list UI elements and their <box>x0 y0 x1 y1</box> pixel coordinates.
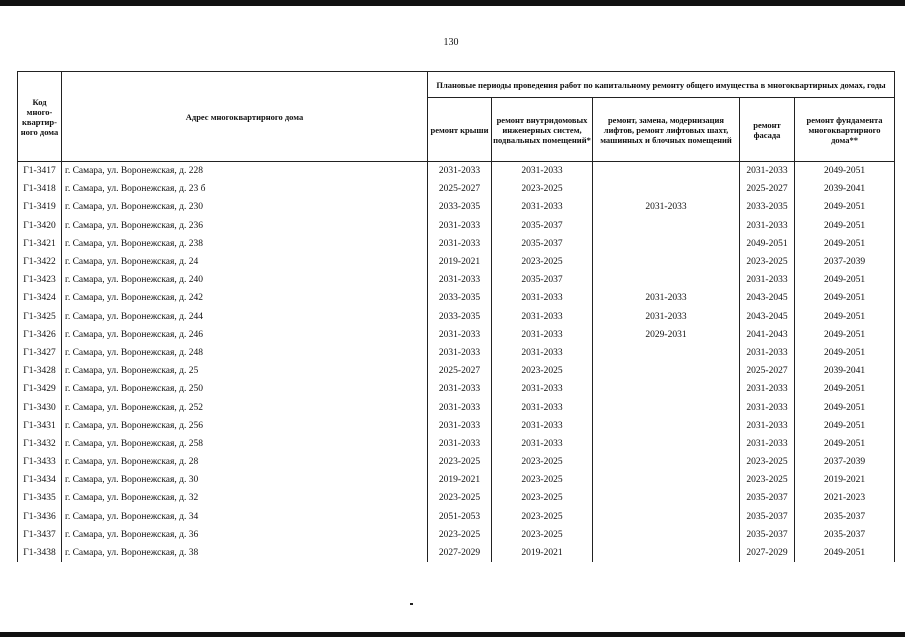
cell-elevator <box>593 380 740 398</box>
cell-address: г. Самара, ул. Воронежская, д. 32 <box>62 489 428 507</box>
cell-facade: 2049-2051 <box>740 235 795 253</box>
cell-elevator: 2031-2033 <box>593 198 740 216</box>
cell-internal-systems: 2023-2025 <box>492 453 593 471</box>
cell-roof: 2031-2033 <box>428 417 492 435</box>
table-row <box>18 453 895 471</box>
cell-facade: 2031-2033 <box>740 217 795 235</box>
cell-foundation: 2049-2051 <box>795 344 895 362</box>
table-row <box>18 180 895 198</box>
cell-roof: 2031-2033 <box>428 398 492 416</box>
table-row <box>18 362 895 380</box>
table-row <box>18 344 895 362</box>
cell-facade: 2023-2025 <box>740 471 795 489</box>
cell-foundation: 2049-2051 <box>795 217 895 235</box>
header-elevator: ремонт, замена, модернизация лифтов, ремонт лифтовых шахт, машинных и блочных помещений <box>593 98 740 162</box>
cell-address: г. Самара, ул. Воронежская, д. 30 <box>62 471 428 489</box>
cell-code: Г1-3420 <box>18 217 62 235</box>
cell-elevator <box>593 544 740 562</box>
header-periods-group: Плановые периоды проведения работ по капитальному ремонту общего имущества в многоквартирных домах, годы <box>428 72 895 98</box>
cell-elevator <box>593 271 740 289</box>
cell-facade: 2031-2033 <box>740 271 795 289</box>
cell-internal-systems: 2031-2033 <box>492 198 593 216</box>
cell-code: Г1-3436 <box>18 508 62 526</box>
cell-roof: 2023-2025 <box>428 526 492 544</box>
cell-roof: 2031-2033 <box>428 435 492 453</box>
cell-address: г. Самара, ул. Воронежская, д. 256 <box>62 417 428 435</box>
table-row <box>18 308 895 326</box>
cell-facade: 2035-2037 <box>740 489 795 507</box>
cell-address: г. Самара, ул. Воронежская, д. 248 <box>62 344 428 362</box>
cell-internal-systems: 2031-2033 <box>492 308 593 326</box>
cell-address: г. Самара, ул. Воронежская, д. 24 <box>62 253 428 271</box>
table-row <box>18 398 895 416</box>
cell-foundation: 2049-2051 <box>795 271 895 289</box>
cell-code: Г1-3426 <box>18 326 62 344</box>
cell-roof: 2023-2025 <box>428 453 492 471</box>
table-row <box>18 417 895 435</box>
cell-elevator <box>593 162 740 181</box>
cell-foundation: 2039-2041 <box>795 362 895 380</box>
cell-internal-systems: 2031-2033 <box>492 344 593 362</box>
cell-facade: 2031-2033 <box>740 398 795 416</box>
cell-code: Г1-3437 <box>18 526 62 544</box>
cell-facade: 2043-2045 <box>740 289 795 307</box>
cell-foundation: 2049-2051 <box>795 380 895 398</box>
cell-roof: 2051-2053 <box>428 508 492 526</box>
cell-roof: 2027-2029 <box>428 544 492 562</box>
bottom-border <box>0 632 905 637</box>
cell-code: Г1-3430 <box>18 398 62 416</box>
cell-facade: 2031-2033 <box>740 435 795 453</box>
cell-roof: 2019-2021 <box>428 471 492 489</box>
cell-internal-systems: 2035-2037 <box>492 235 593 253</box>
cell-elevator <box>593 435 740 453</box>
cell-address: г. Самара, ул. Воронежская, д. 25 <box>62 362 428 380</box>
cell-internal-systems: 2031-2033 <box>492 162 593 181</box>
cell-code: Г1-3431 <box>18 417 62 435</box>
cell-address: г. Самара, ул. Воронежская, д. 230 <box>62 198 428 216</box>
cell-roof: 2025-2027 <box>428 180 492 198</box>
table-row <box>18 198 895 216</box>
cell-internal-systems: 2035-2037 <box>492 271 593 289</box>
cell-code: Г1-3419 <box>18 198 62 216</box>
cell-internal-systems: 2023-2025 <box>492 471 593 489</box>
cell-foundation: 2019-2021 <box>795 471 895 489</box>
cell-internal-systems: 2031-2033 <box>492 398 593 416</box>
cell-facade: 2035-2037 <box>740 508 795 526</box>
cell-roof: 2033-2035 <box>428 198 492 216</box>
header-internal-systems: ремонт внутридомовых инженерных систем, подвальных помещений* <box>492 98 593 162</box>
cell-foundation: 2049-2051 <box>795 417 895 435</box>
cell-address: г. Самара, ул. Воронежская, д. 258 <box>62 435 428 453</box>
cell-internal-systems: 2023-2025 <box>492 508 593 526</box>
cell-address: г. Самара, ул. Воронежская, д. 250 <box>62 380 428 398</box>
table-row <box>18 271 895 289</box>
cell-foundation: 2035-2037 <box>795 526 895 544</box>
header-address: Адрес многоквартирного дома <box>62 72 428 162</box>
table-row <box>18 544 895 562</box>
cell-roof: 2031-2033 <box>428 326 492 344</box>
cell-facade: 2033-2035 <box>740 198 795 216</box>
cell-elevator <box>593 180 740 198</box>
header-code: Код много-квартир-ного дома <box>18 72 62 162</box>
cell-facade: 2031-2033 <box>740 344 795 362</box>
table-row <box>18 526 895 544</box>
cell-code: Г1-3423 <box>18 271 62 289</box>
scan-dot <box>410 603 413 605</box>
cell-roof: 2031-2033 <box>428 271 492 289</box>
cell-address: г. Самара, ул. Воронежская, д. 36 <box>62 526 428 544</box>
cell-elevator: 2031-2033 <box>593 289 740 307</box>
table-row <box>18 217 895 235</box>
cell-facade: 2025-2027 <box>740 180 795 198</box>
cell-facade: 2025-2027 <box>740 362 795 380</box>
cell-foundation: 2037-2039 <box>795 453 895 471</box>
cell-internal-systems: 2031-2033 <box>492 289 593 307</box>
cell-foundation: 2049-2051 <box>795 162 895 181</box>
cell-foundation: 2035-2037 <box>795 508 895 526</box>
cell-internal-systems: 2023-2025 <box>492 362 593 380</box>
cell-internal-systems: 2023-2025 <box>492 526 593 544</box>
cell-address: г. Самара, ул. Воронежская, д. 238 <box>62 235 428 253</box>
cell-roof: 2033-2035 <box>428 289 492 307</box>
cell-internal-systems: 2023-2025 <box>492 489 593 507</box>
cell-roof: 2031-2033 <box>428 235 492 253</box>
cell-address: г. Самара, ул. Воронежская, д. 252 <box>62 398 428 416</box>
cell-code: Г1-3427 <box>18 344 62 362</box>
cell-roof: 2025-2027 <box>428 362 492 380</box>
cell-roof: 2033-2035 <box>428 308 492 326</box>
cell-address: г. Самара, ул. Воронежская, д. 34 <box>62 508 428 526</box>
cell-elevator: 2029-2031 <box>593 326 740 344</box>
cell-code: Г1-3429 <box>18 380 62 398</box>
table-row <box>18 435 895 453</box>
cell-code: Г1-3433 <box>18 453 62 471</box>
cell-elevator <box>593 362 740 380</box>
cell-internal-systems: 2023-2025 <box>492 253 593 271</box>
table-row <box>18 489 895 507</box>
cell-foundation: 2049-2051 <box>795 398 895 416</box>
cell-elevator <box>593 526 740 544</box>
cell-foundation: 2049-2051 <box>795 289 895 307</box>
cell-address: г. Самара, ул. Воронежская, д. 246 <box>62 326 428 344</box>
table-body <box>18 162 895 563</box>
cell-elevator <box>593 344 740 362</box>
cell-roof: 2023-2025 <box>428 489 492 507</box>
cell-elevator <box>593 398 740 416</box>
cell-facade: 2035-2037 <box>740 526 795 544</box>
cell-code: Г1-3421 <box>18 235 62 253</box>
cell-internal-systems: 2031-2033 <box>492 417 593 435</box>
cell-internal-systems: 2031-2033 <box>492 435 593 453</box>
cell-foundation: 2049-2051 <box>795 544 895 562</box>
cell-address: г. Самара, ул. Воронежская, д. 244 <box>62 308 428 326</box>
cell-code: Г1-3432 <box>18 435 62 453</box>
table-row <box>18 289 895 307</box>
cell-facade: 2031-2033 <box>740 162 795 181</box>
cell-address: г. Самара, ул. Воронежская, д. 242 <box>62 289 428 307</box>
table-row <box>18 508 895 526</box>
cell-code: Г1-3428 <box>18 362 62 380</box>
cell-code: Г1-3434 <box>18 471 62 489</box>
cell-facade: 2041-2043 <box>740 326 795 344</box>
document-table-wrapper <box>17 71 894 562</box>
table-row <box>18 326 895 344</box>
cell-roof: 2031-2033 <box>428 380 492 398</box>
table-row <box>18 235 895 253</box>
cell-internal-systems: 2023-2025 <box>492 180 593 198</box>
cell-address: г. Самара, ул. Воронежская, д. 228 <box>62 162 428 181</box>
cell-address: г. Самара, ул. Воронежская, д. 28 <box>62 453 428 471</box>
cell-facade: 2031-2033 <box>740 417 795 435</box>
cell-foundation: 2021-2023 <box>795 489 895 507</box>
cell-code: Г1-3424 <box>18 289 62 307</box>
cell-code: Г1-3435 <box>18 489 62 507</box>
page-number: 130 <box>443 37 459 48</box>
cell-code: Г1-3418 <box>18 180 62 198</box>
cell-roof: 2019-2021 <box>428 253 492 271</box>
cell-elevator <box>593 508 740 526</box>
cell-elevator <box>593 217 740 235</box>
cell-roof: 2031-2033 <box>428 344 492 362</box>
cell-foundation: 2049-2051 <box>795 308 895 326</box>
cell-internal-systems: 2035-2037 <box>492 217 593 235</box>
cell-elevator <box>593 471 740 489</box>
cell-elevator <box>593 253 740 271</box>
cell-code: Г1-3422 <box>18 253 62 271</box>
cell-foundation: 2049-2051 <box>795 235 895 253</box>
cell-code: Г1-3417 <box>18 162 62 181</box>
cell-facade: 2043-2045 <box>740 308 795 326</box>
cell-internal-systems: 2019-2021 <box>492 544 593 562</box>
cell-address: г. Самара, ул. Воронежская, д. 38 <box>62 544 428 562</box>
cell-elevator <box>593 489 740 507</box>
table-row <box>18 380 895 398</box>
cell-address: г. Самара, ул. Воронежская, д. 23 б <box>62 180 428 198</box>
cell-code: Г1-3425 <box>18 308 62 326</box>
cell-internal-systems: 2031-2033 <box>492 326 593 344</box>
cell-foundation: 2049-2051 <box>795 198 895 216</box>
cell-facade: 2031-2033 <box>740 380 795 398</box>
cell-address: г. Самара, ул. Воронежская, д. 236 <box>62 217 428 235</box>
cell-address: г. Самара, ул. Воронежская, д. 240 <box>62 271 428 289</box>
cell-foundation: 2049-2051 <box>795 435 895 453</box>
cell-elevator <box>593 417 740 435</box>
cell-facade: 2023-2025 <box>740 453 795 471</box>
header-roof: ремонт крыши <box>428 98 492 162</box>
table-header <box>18 72 895 162</box>
cell-facade: 2023-2025 <box>740 253 795 271</box>
cell-elevator <box>593 235 740 253</box>
cell-roof: 2031-2033 <box>428 217 492 235</box>
cell-facade: 2027-2029 <box>740 544 795 562</box>
cell-internal-systems: 2031-2033 <box>492 380 593 398</box>
cell-roof: 2031-2033 <box>428 162 492 181</box>
cell-elevator: 2031-2033 <box>593 308 740 326</box>
table-row <box>18 253 895 271</box>
top-border <box>0 0 905 6</box>
table-row <box>18 162 895 181</box>
cell-foundation: 2049-2051 <box>795 326 895 344</box>
header-facade: ремонт фасада <box>740 98 795 162</box>
cell-foundation: 2039-2041 <box>795 180 895 198</box>
header-foundation: ремонт фундамента многоквартирного дома** <box>795 98 895 162</box>
cell-code: Г1-3438 <box>18 544 62 562</box>
cell-elevator <box>593 453 740 471</box>
table-row <box>18 471 895 489</box>
repair-schedule-table <box>17 71 895 562</box>
cell-foundation: 2037-2039 <box>795 253 895 271</box>
